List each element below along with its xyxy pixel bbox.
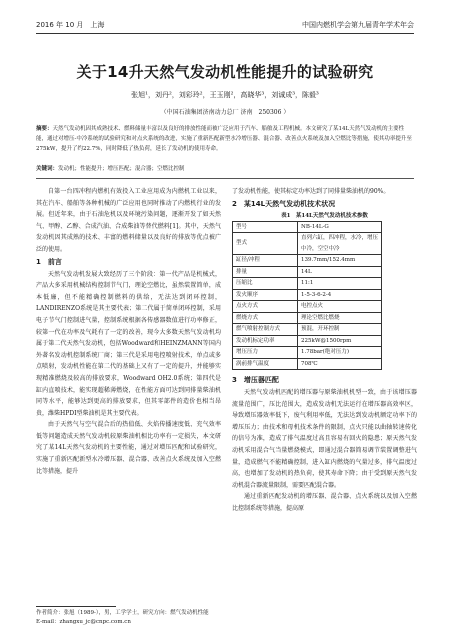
table-cell-param: 发火顺序 (233, 289, 298, 301)
running-head (36, 20, 414, 30)
table-cell-value: 电控点火 (298, 301, 382, 313)
table-cell-value: 14L (298, 266, 382, 278)
table-cell-param: 压缩比 (233, 278, 298, 290)
section3-paragraph-2: 通过重新匹配发动机的增压器、混合器、点火系统以及加入空燃比控制系统等措施，提高原 (232, 493, 417, 513)
table-cell-param: 型号 (233, 221, 298, 233)
table-row (233, 324, 382, 336)
table-row (233, 233, 382, 255)
table-row (233, 358, 382, 370)
header-date-place: 2016 年 10 月 上海 (36, 21, 105, 29)
table-cell-value: 139.7mm/152.4mm (298, 255, 382, 267)
table-cell-param: 燃气喷射控制方式 (233, 324, 298, 336)
section1-paragraph-2: 由于天然气与空气混合后的热值低、火焰传播速度低、充气效率低等问题造成天然气发动机较原柴油机相比功率有一定损失，本文研究了某14L天然气发动机的主要性能，通过对增压匹配和试验研究，实施了重新匹配新型水冷增压器、混合器、改善点火系统及加入空燃比等措施，提升 (36, 421, 221, 475)
author-list: 张旭¹，刘丹²，刘彩玲²，王玉刚²，高晓华³，刘诚成³，陈毅³ (131, 91, 319, 99)
keywords-label: 关键词： (36, 166, 59, 172)
table-row (233, 347, 382, 359)
abstract-label: 摘要： (36, 126, 53, 132)
table-cell-value: 理论空燃比燃烧 (298, 312, 382, 324)
table-cell-param: 缸径/冲程 (233, 255, 298, 267)
footnote-rule (36, 606, 116, 607)
author-email: E-mail：zhangxu_jc@cnpc.com.cn (36, 619, 131, 625)
table-row (233, 312, 382, 324)
table-cell-value: 11:1 (298, 278, 382, 290)
abstract (36, 124, 414, 154)
abstract-divider (36, 178, 414, 179)
table-cell-param: 增压压力 (233, 347, 298, 359)
left-column (36, 186, 221, 477)
section-heading-1: 1 前言 (36, 257, 62, 266)
spec-table (232, 221, 382, 371)
continued-paragraph: 了发动机性能，使其标定功率达到了同排量柴油机的90%。 (232, 188, 390, 195)
table-cell-value: 直列六缸，四冲程，水冷，增压中冷，空空中冷 (298, 233, 382, 255)
header-conference: 中国内燃机学会第九届青年学术年会 (302, 21, 414, 29)
table-cell-param: 涡前排气温度 (233, 358, 298, 370)
table-cell-param: 燃烧方式 (233, 312, 298, 324)
table-row (233, 255, 382, 267)
table-cell-param: 发动机标定功率 (233, 335, 298, 347)
table-cell-value: 预混，开环控制 (298, 324, 382, 336)
section-heading-3: 3 增压器匹配 (232, 376, 279, 385)
right-column (232, 186, 417, 515)
header-rule (36, 33, 414, 34)
table-caption: 表1 某14L天然气发动机技术参数 (281, 212, 368, 219)
table-cell-value: 1.78bar(绝对压力) (298, 347, 382, 359)
footnote (36, 609, 209, 627)
table-row (233, 301, 382, 313)
table-cell-param: 排量 (233, 266, 298, 278)
table-row (233, 278, 382, 290)
table-row (233, 221, 382, 233)
table-cell-value: NB-14L-G (298, 221, 382, 233)
keywords-text: 发动机；性能提升；增压匹配；混合器；空燃比控制 (58, 166, 185, 172)
intro-paragraph: 自第一台四冲程内燃机有效投入工业应用成为内燃机工业以来，其在汽车、船舶等各种机械的广泛应用也同时推动了内燃机行业的发展。但近年来，由于石油危机以及环境污染问题，逐渐开发了如天然气、甲醇、乙醇、合成汽油、合成柴油等替代燃料[1]。其中，天然气发动机因其成熟的技术、丰富的燃料储量以及良好的排放等优点被广泛的使用。 (36, 188, 221, 253)
affiliation: （中国石油集团济南动力总厂 济南 250306 ） (160, 109, 290, 116)
paper-title: 关于14升天然气发动机性能提升的试验研究 (76, 63, 374, 81)
keywords (36, 164, 414, 172)
section3-paragraph-1: 天然气发动机匹配的增压器与原柴油机机型一致，由于该增压器流量范围广，压比范围大，造成发动机无法运行在增压器高效率区，导致增压器效率低下，废气利用率低，无法达到发动机额定功率下的增压压力；由技术和母机技术条件的限制，点火只能以曲轴转速传化的信号为准，造成了排气温度过高且容易有回火的隐患；原天然气发动机采用混合气当量燃烧模式，即通过混合器简易调节装置调整进气量，造成燃气不能精确控制，进入缸内燃烧的气量过多，排气温度过高，也增加了发动机的热负荷，使其寿命下降；由于受到原天然气发动机混合器流量限制，需要匹配混合器。 (232, 389, 417, 489)
table-cell-value: 708℃ (298, 358, 382, 370)
table-row (233, 266, 382, 278)
table-cell-param: 点火方式 (233, 301, 298, 313)
table-row (233, 289, 382, 301)
table-cell-param: 型式 (233, 233, 298, 255)
table-row (233, 335, 382, 347)
abstract-text: 天然气发动机因其成熟技术、燃料储量丰富以及良好的排放性能而被广泛应用于汽车、船舶及工程机械。本文研究了某14L天然气发动机的主要性能，通过对增压-中冷系统的试验研究和对点火系统的改进，实施了重新匹配新型水冷增压器、混合器、改善点火系统及加入空燃比等措施，使其功率提升至275kW，提升了约22.7%，同时降低了热负荷，延长了发动机的使用寿命。 (36, 126, 412, 152)
section1-paragraph-1: 天然气发动机发展大致经历了三个阶段：第一代产品是机械式，产品大多采用机械结构控制节气门，理论空燃比，虽然装置简单，成本低廉，但不能精确控制燃料的供给，无法达到闭环控制，LANDIRENZO系统是其主要代表；第二代属于简单闭环控制，采用电子节气门控制进气量，控制系统根据各传感器数值进行功率修正，较第一代在功率及气耗有了一定的改善，现今大多数天然气发动机均属于第二代天然气发动机，包括Woodward和HEINZMANN等国内外著名发动机控制系统厂商；第三代是采用电控喷射技术，单点或多点喷射，发动机性能在第二代的基础上又有了一定的提升，并能够实现精准燃烧及较高的排放要求，Woodward OH2.0系统；第四代是缸内直喷技术，能实现超稀薄燃烧，在性能方面可达到同排量柴油机同等水平，能够达到更高的排放要求，但其零部件的造价也相当昂贵，潍柴HPDI型柴油机是其主要代表。 (36, 270, 221, 417)
table-cell-value: 1-5-3-6-2-4 (298, 289, 382, 301)
table-cell-value: 225kW@1500rpm (298, 335, 382, 347)
author-note: 作者简介：张旭（1989-），男，工学学士，研究方向：燃气发动机性能 (36, 610, 209, 616)
section-heading-2: 2 某14L天然气发动机技术状况 (232, 199, 336, 208)
